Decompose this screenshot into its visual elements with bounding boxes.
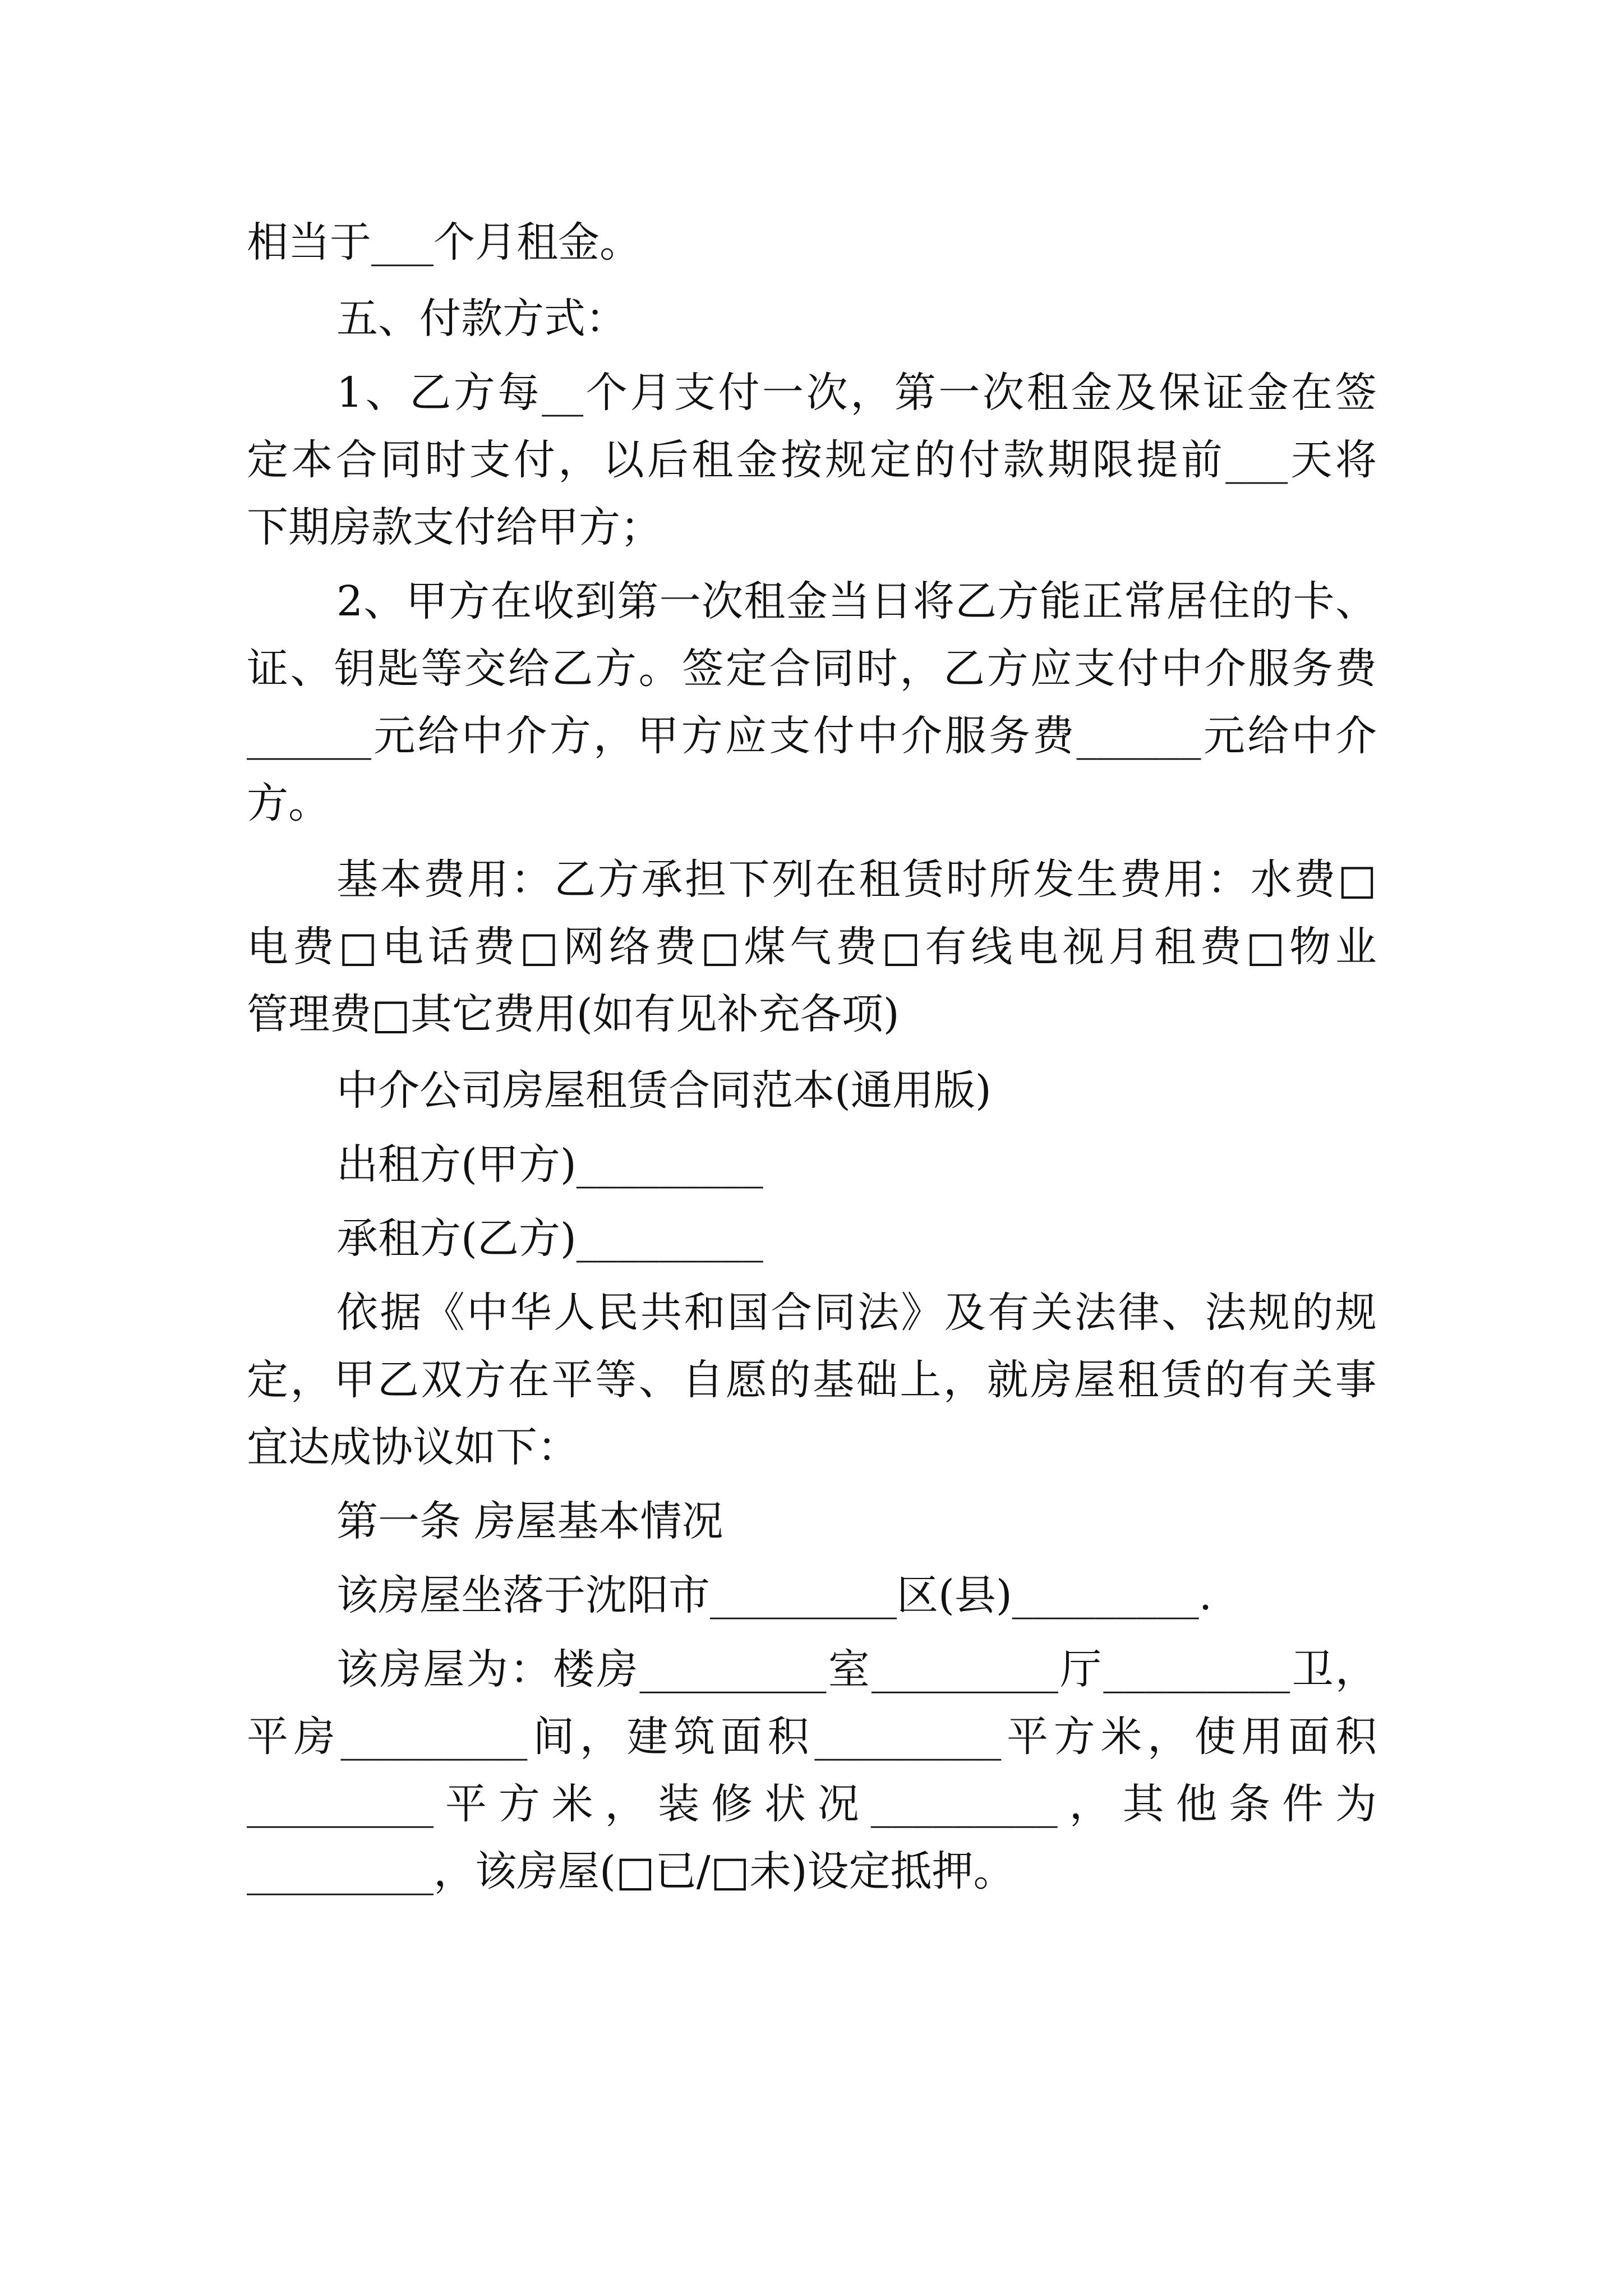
- text-line: 定 ， 甲 乙 双 方 在 平 等 、 自 愿 的 基 础 上 ， 就 房 屋 租 赁 的 有 关 事: [247, 1356, 1377, 1404]
- text-line: 相当于___个月租金。: [247, 218, 641, 266]
- text-line: 管理费□其它费用(如有见补充各项): [247, 990, 900, 1038]
- text-line: 方。: [247, 779, 330, 827]
- text-line: 定 本 合 同 时 支 付 ， 以 后 租 金 按 规 定 的 付 款 期 限 提 前 ___ 天 将: [247, 436, 1377, 484]
- text-line: 下期房款支付给甲方；: [247, 503, 662, 551]
- text-line: 出租方(甲方)_________: [336, 1140, 763, 1189]
- text-line: 电 费 □ 电 话 费 □ 网 络 费 □ 煤 气 费 □ 有 线 电 视 月 租 费 □ 物 业: [247, 923, 1377, 971]
- text-line: 宜达成协议如下：: [247, 1423, 579, 1471]
- text-line: 该房屋坐落于沈阳市_________区(县)_________.: [336, 1571, 1212, 1619]
- text-line: 该 房 屋 为 ： 楼 房 _________ 室 _________ 厅 _________ 卫 ，: [336, 1645, 1377, 1694]
- text-line: 1 、 乙 方 每 __ 个 月 支 付 一 次 ， 第 一 次 租 金 及 保 证 金 在 签: [336, 369, 1377, 417]
- text-line: 基 本 费 用 ： 乙 方 承 担 下 列 在 租 赁 时 所 发 生 费 用 ： 水 费 □: [336, 855, 1377, 904]
- text-line: 2 、 甲 方 在 收 到 第 一 次 租 金 当 日 将 乙 方 能 正 常 居 住 的 卡 、: [336, 577, 1377, 625]
- text-line: 第一条 房屋基本情况: [336, 1497, 723, 1545]
- text-line: 平 房 _________ 间 ， 建 筑 面 积 _________ 平 方 米 ， 使 用 面 积: [247, 1713, 1377, 1761]
- text-line: _________，该房屋(□已/□未)设定抵押。: [247, 1847, 1015, 1895]
- text-line: _________ 平 方 米 ， 装 修 状 况 _________ ， 其 他 条 件 为: [247, 1780, 1377, 1828]
- text-line: 证 、 钥 匙 等 交 给 乙 方 。 签 定 合 同 时 ， 乙 方 应 支 付 中 介 服 务 费: [247, 645, 1377, 693]
- text-line: 承租方(乙方)_________: [336, 1214, 763, 1263]
- text-line: 依 据 《 中 华 人 民 共 和 国 合 同 法 》 及 有 关 法 律 、 法 规 的 规: [336, 1289, 1377, 1337]
- text-line: 五、付款方式：: [336, 295, 627, 343]
- text-line: 中介公司房屋租赁合同范本(通用版): [336, 1066, 992, 1115]
- text-line: ______ 元 给 中 介 方 ， 甲 方 应 支 付 中 介 服 务 费 ______ 元 给 中 介: [247, 712, 1377, 760]
